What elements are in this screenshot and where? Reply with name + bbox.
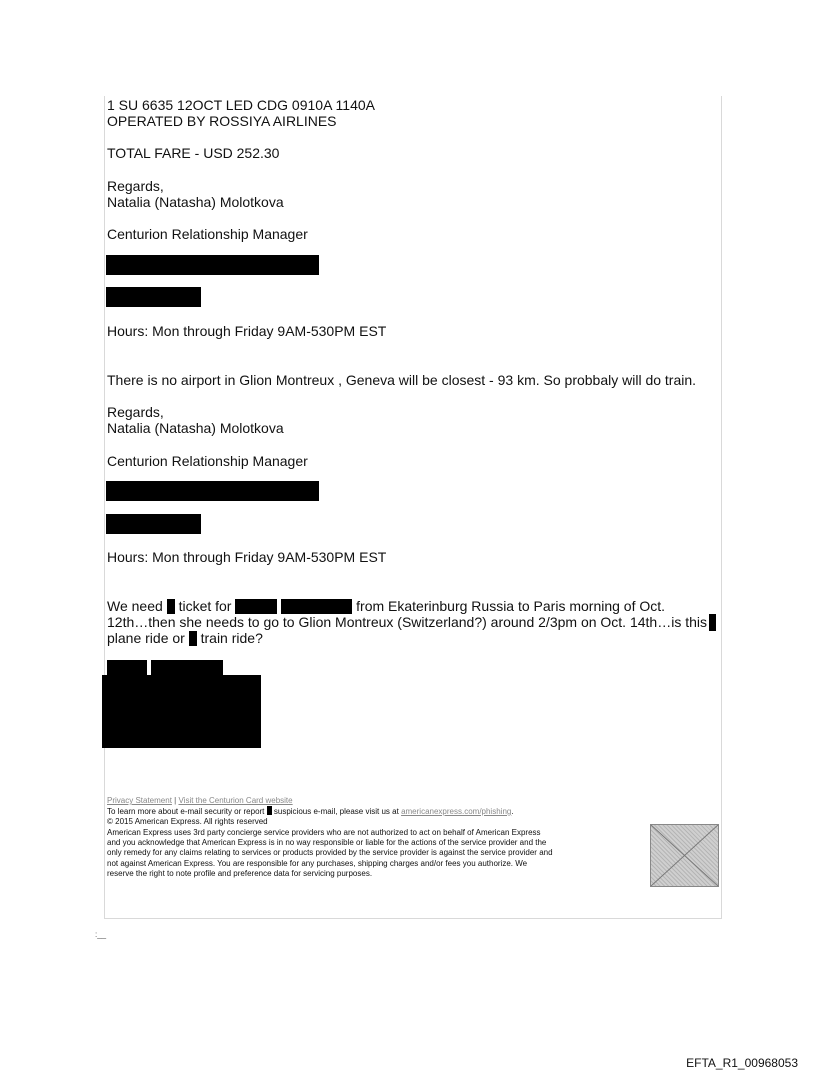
redaction-block [106,255,319,275]
regards-text: Regards, [107,178,164,194]
redaction-block [167,599,175,614]
security-text: suspicious e-mail, please visit us at [273,807,399,816]
redaction-block [267,806,272,815]
disclaimer-line: only remedy for any claims relating to services or products provided by the service provider is against the service provider and [107,848,553,857]
disclaimer-line: reserve the right to note profile and preference data for servicing purposes. [107,869,373,878]
flight-line: 1 SU 6635 12OCT LED CDG 0910A 1140A [107,97,375,113]
security-text: To learn more about e-mail security or report [107,807,265,816]
footer-links [107,796,293,806]
redaction-block [106,514,201,534]
sender-name: Natalia (Natasha) Molotkova [107,420,284,436]
request-line-3 [107,630,263,646]
request-text: plane ride or [107,630,185,646]
privacy-statement-link[interactable]: Privacy Statement [107,796,172,805]
regards-text: Regards, [107,404,164,420]
phishing-link[interactable]: americanexpress.com/phishing [401,807,512,816]
redaction-block [107,660,147,676]
operated-by: OPERATED BY ROSSIYA AIRLINES [107,113,337,129]
hours-text: Hours: Mon through Friday 9AM-530PM EST [107,323,387,339]
security-notice [107,806,514,817]
disclaimer-line: American Express uses 3rd party concierge service providers who are not authorized to act on behalf of American Express [107,828,541,837]
period: . [511,807,514,816]
request-text: from Ekaterinburg Russia to Paris morning of Oct. [356,598,666,614]
request-line-1 [107,598,665,614]
redaction-block [151,660,223,676]
redaction-block [235,599,277,614]
disclaimer-line: not against American Express. You are responsible for any purchases, shipping charges and/or fees you authorize. We [107,859,528,868]
redaction-block [709,614,716,631]
request-text: ticket for [178,598,232,614]
request-line-2: 12th…then she needs to go to Glion Montreux (Switzerland?) around 2/3pm on Oct. 14th…is this [107,614,707,630]
request-text: train ride? [200,630,263,646]
sender-name: Natalia (Natasha) Molotkova [107,194,284,210]
broken-image-icon [651,825,718,886]
document-id: EFTA_R1_00968053 [686,1056,798,1070]
redaction-block [189,631,197,646]
request-text: We need [107,598,163,614]
total-fare: TOTAL FARE - USD 252.30 [107,145,280,161]
sender-title: Centurion Relationship Manager [107,453,308,469]
stray-mark: :__ [95,930,107,939]
sender-title: Centurion Relationship Manager [107,226,308,242]
redaction-block [281,599,352,614]
redaction-block [106,481,319,501]
redaction-block [106,287,201,307]
link-separator: | [174,796,177,805]
disclaimer-line: and you acknowledge that American Express is in no way responsible or liable for the actions of the service provider and the [107,838,547,847]
centurion-website-link[interactable]: Visit the Centurion Card website [178,796,293,805]
hours-text: Hours: Mon through Friday 9AM-530PM EST [107,549,387,565]
broken-image-placeholder [650,824,719,887]
copyright: © 2015 American Express. All rights reserved [107,817,268,826]
message-body: There is no airport in Glion Montreux , Geneva will be closest - 93 km. So probbaly will do train. [107,372,697,388]
redaction-block [102,675,261,748]
